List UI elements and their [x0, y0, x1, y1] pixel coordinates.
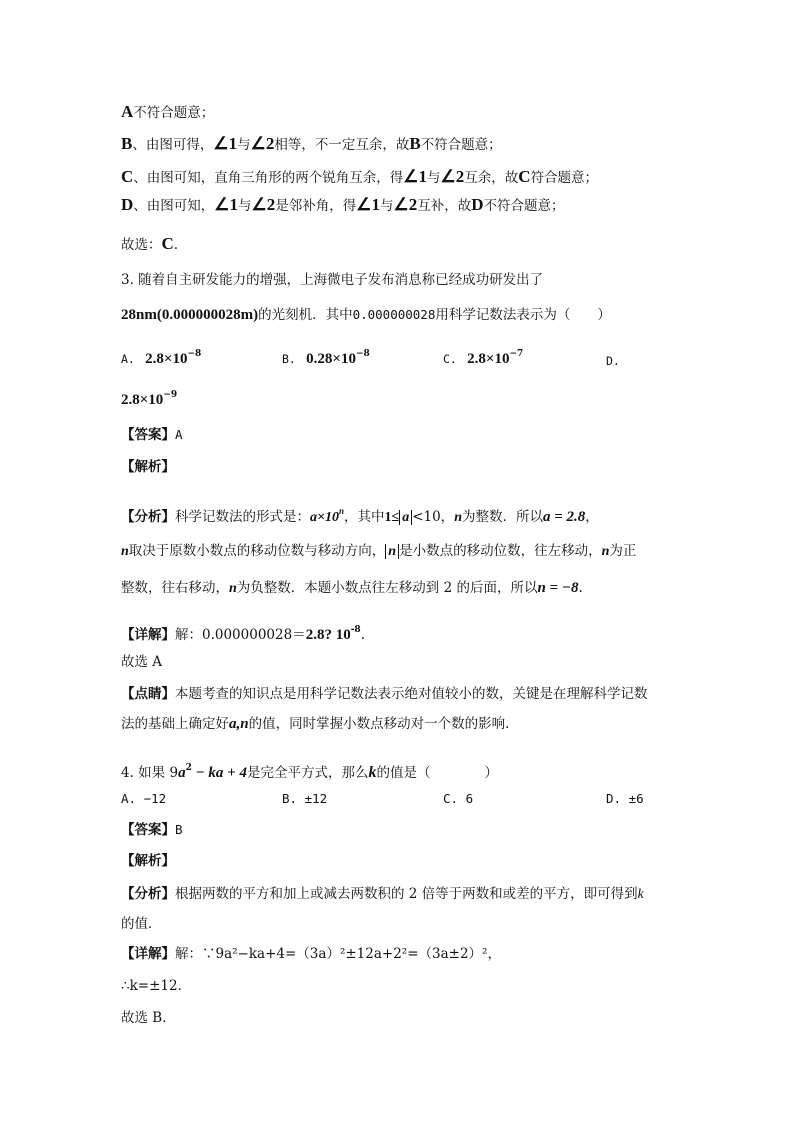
- option-c-analysis: C、由图可知，直角三角形的两个锐角互余，得∠1与∠2互余，故C符合题意；: [121, 167, 599, 186]
- q4-fenxi-line2: 的值．: [121, 916, 162, 932]
- q3-option-c: C. $2.8\times 10^{-7}$: [443, 349, 524, 367]
- q3-option-b: B. $0.28\times 10^{-8}$: [282, 349, 370, 367]
- q3-stem-line2: 28nm(0.000000028m)的光刻机．其中0.000000028用科学记数法表示为（ ）: [121, 307, 611, 323]
- q4-choose: 故选 B．: [121, 1010, 176, 1026]
- q4-stem: 4. 如果 $9a^2$ − ka + 4是完全平方式，那么k的值是（ ）: [121, 763, 498, 781]
- q3-xiangjie: 【详解】解：0.000000028＝2.8? $10^{-8}$.: [121, 625, 365, 643]
- option-b-analysis: B、由图可得，∠1与∠2相等，不一定互余，故B不符合题意；: [121, 134, 502, 153]
- q3-fenxi-line1: 【分析】科学记数法的形式是：$a\times 10^n$，其中1≤ a <10，n为整数．所以a = 2.8，: [121, 506, 599, 525]
- option-d-analysis: D、由图可知，∠1与∠2是邻补角，得∠1与∠2互补，故D不符合题意；: [121, 195, 565, 214]
- q4-analysis-label: 【解析】: [121, 853, 175, 869]
- q3-dianjing-line1: 【点睛】本题考查的知识点是用科学记数法表示绝对值较小的数，关键是在理解科学记数: [121, 686, 648, 702]
- choose-line: 故选：C.: [121, 234, 179, 253]
- q4-option-a: A. −12: [121, 791, 167, 806]
- q3-analysis-label: 【解析】: [121, 459, 175, 475]
- q4-answer: 【答案】B: [121, 822, 183, 838]
- q3-option-d-value: $2.8\times 10^{-9}$: [121, 390, 178, 408]
- q4-therefore: ∴k=±12．: [121, 978, 192, 994]
- q3-fenxi-line3: 整数，往右移动，n为负整数．本题小数点往左移动到 2 的后面，所以n = −8.: [121, 580, 583, 596]
- q3-stem-line1: 3. 随着自主研发能力的增强，上海微电子发布消息称已经成功研发出了: [121, 272, 544, 288]
- q4-xiangjie: 【详解】解：∵9a²−ka+4=（3a）²±12a+2²=（3a±2）²，: [121, 946, 501, 962]
- q4-option-d: D. ±6: [606, 791, 644, 806]
- q3-answer: 【答案】A: [121, 427, 183, 443]
- q4-fenxi-line1: 【分析】根据两数的平方和加上或减去两数积的 2 倍等于两数和或差的平方，即可得到k: [121, 886, 644, 902]
- q3-option-d-label: D.: [606, 354, 620, 368]
- q4-option-c: C. 6: [443, 791, 474, 806]
- q3-fenxi-line2: n取决于原数小数点的移动位数与移动方向， n 是小数点的移动位数，往左移动，n为正: [121, 543, 637, 559]
- q3-dianjing-line2: 法的基础上确定好a,n的值，同时掌握小数点移动对一个数的影响．: [121, 716, 519, 732]
- q3-option-a: A. $2.8\times 10^{-8}$: [121, 349, 202, 367]
- q4-option-b: B. ±12: [282, 791, 328, 806]
- option-a-analysis: A不符合题意；: [121, 102, 215, 121]
- q3-choose: 故选 A: [121, 654, 163, 670]
